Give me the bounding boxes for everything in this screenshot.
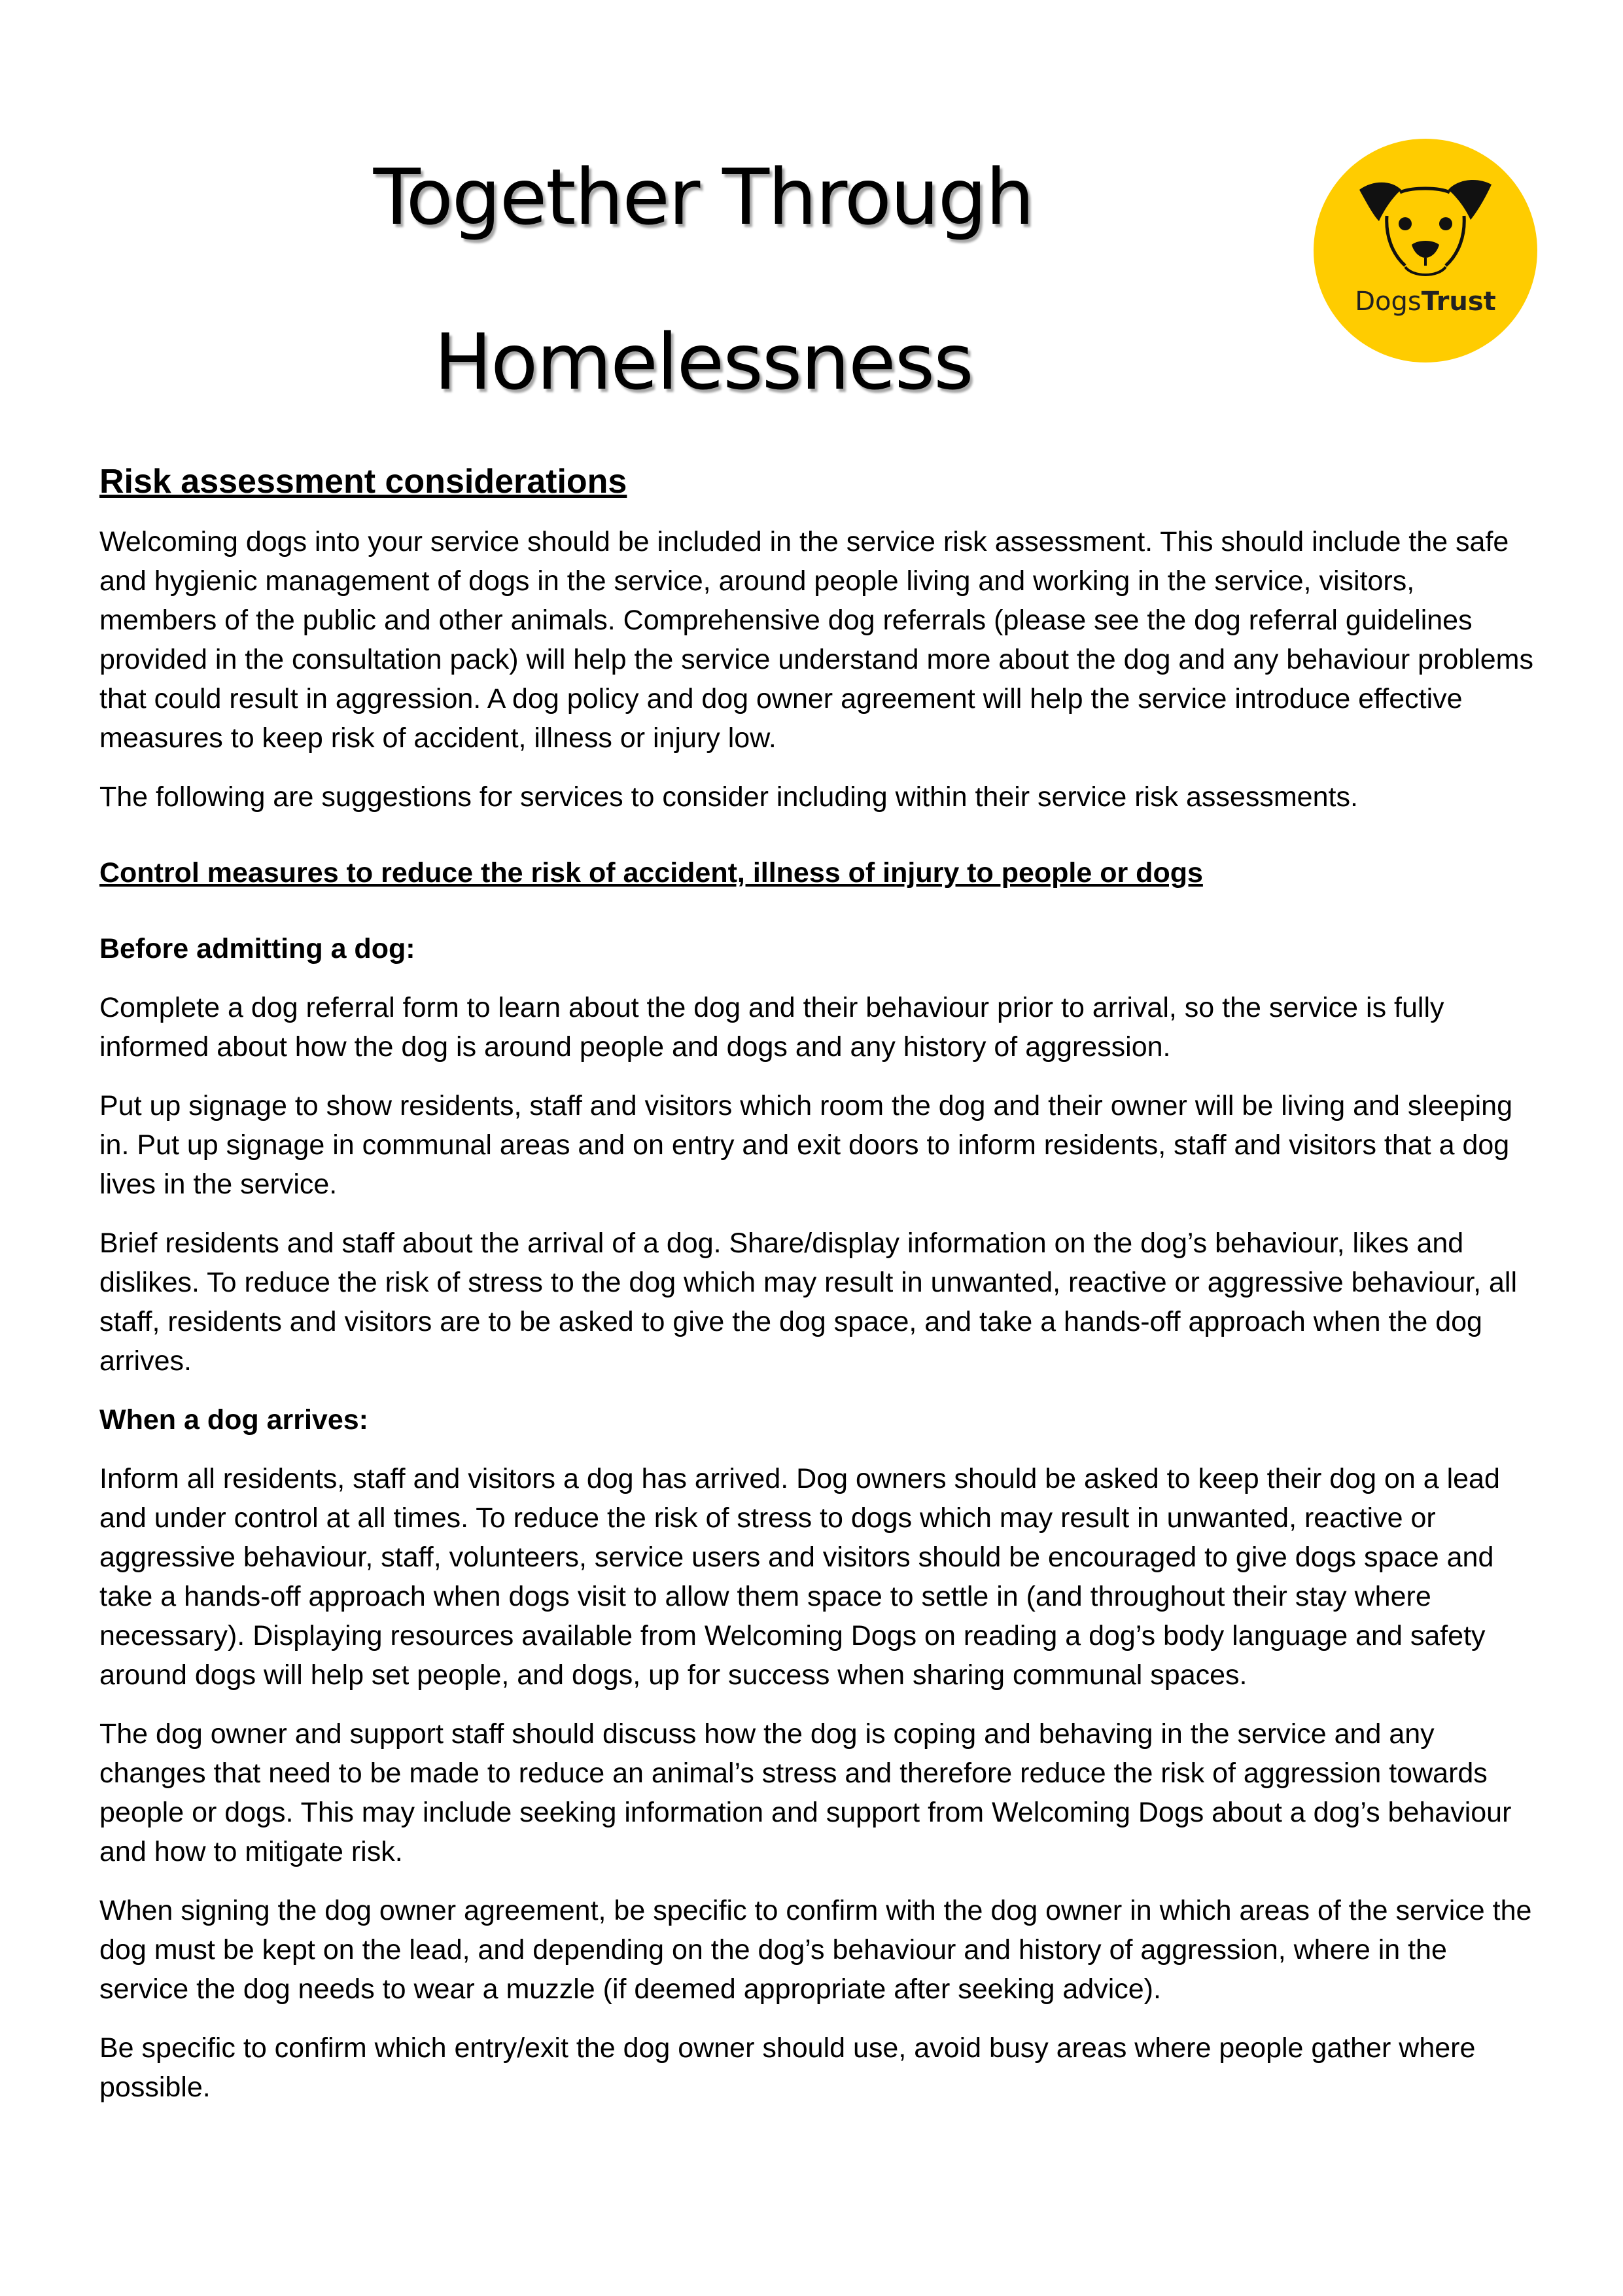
dogs-trust-logo-icon: [1314, 139, 1537, 362]
before-admitting-paragraph: Put up signage to show residents, staff and visitors which room the dog and their owner will be living and sleeping in. Put up signage in communal areas and on entry and exit doors to inform residents, staff and visitors that a dog lives in the service.: [99, 1090, 1512, 1200]
main-content: [99, 458, 1539, 2127]
section-heading: Risk assessment considerations: [99, 463, 627, 501]
when-arrives-paragraph: Be specific to confirm which entry/exit the dog owner should use, avoid busy areas where people gather where possible.: [99, 2032, 1476, 2103]
suggestion-paragraph: The following are suggestions for services to consider including within their service risk assessments.: [99, 781, 1358, 813]
page-title-line-1: Together Through: [373, 152, 1034, 242]
when-arrives-paragraph: The dog owner and support staff should discuss how the dog is coping and behaving in the service and any changes that need to be made to reduce an animal’s stress and therefore reduce the risk of aggression towards people or dogs. This may include seeking information and support from Welcoming Dogs about a dog’s behaviour and how to mitigate risk.: [99, 1718, 1512, 1867]
logo-text-regular: Dogs: [1355, 287, 1422, 317]
when-arrives-paragraph: When signing the dog owner agreement, be specific to confirm with the dog owner in which areas of the service the dog must be kept on the lead, and depending on the dog’s behaviour and history of aggression, where in the service the dog needs to wear a muzzle (if deemed appropriate after seeking advice).: [99, 1895, 1532, 2005]
logo-text-bold: Trust: [1421, 287, 1496, 317]
before-admitting-paragraph: Brief residents and staff about the arrival of a dog. Share/display information on the dog’s behaviour, likes and dislikes. To reduce the risk of stress to the dog which may result in unwanted, reactive or aggressive behaviour, all staff, residents and visitors are to be asked to give the dog space, and take a hands-off approach when the dog arrives.: [99, 1227, 1518, 1377]
intro-paragraph: Welcoming dogs into your service should be included in the service risk assessment. This should include the safe and hygienic management of dogs in the service, around people living and working in the service, visitors, members of the public and other animals. Comprehensive dog referrals (please see the dog referral guidelines provided in the consultation pack) will help the service understand more about the dog and any behaviour problems that could result in aggression. A dog policy and dog owner agreement will help the service introduce effective measures to keep risk of accident, illness or injury low.: [99, 526, 1533, 754]
before-admitting-heading: Before admitting a dog:: [99, 933, 415, 964]
before-admitting-paragraph: Complete a dog referral form to learn about the dog and their behaviour prior to arrival, so the service is fully informed about how the dog is around people and dogs and any history of aggression.: [99, 992, 1444, 1063]
page-title-line-2: Homelessness: [434, 317, 973, 407]
when-arrives-paragraph: Inform all residents, staff and visitors a dog has arrived. Dog owners should be asked to keep their dog on a lead and under control at all times. To reduce the risk of stress to dogs which may result in unwanted, reactive or aggressive behaviour, staff, volunteers, service users and visitors should be encouraged to give dogs space and take a hands-off approach when dogs visit to allow them space to settle in (and throughout their stay where necessary). Displaying resources available from Welcoming Dogs on reading a dog’s body language and safety around dogs will help set people, and dogs, up for success when sharing communal spaces.: [99, 1463, 1500, 1691]
control-measures-heading: Control measures to reduce the risk of accident, illness of injury to people or dogs: [99, 857, 1203, 889]
logo-wordmark: [1355, 287, 1496, 317]
when-arrives-heading: When a dog arrives:: [99, 1404, 368, 1436]
